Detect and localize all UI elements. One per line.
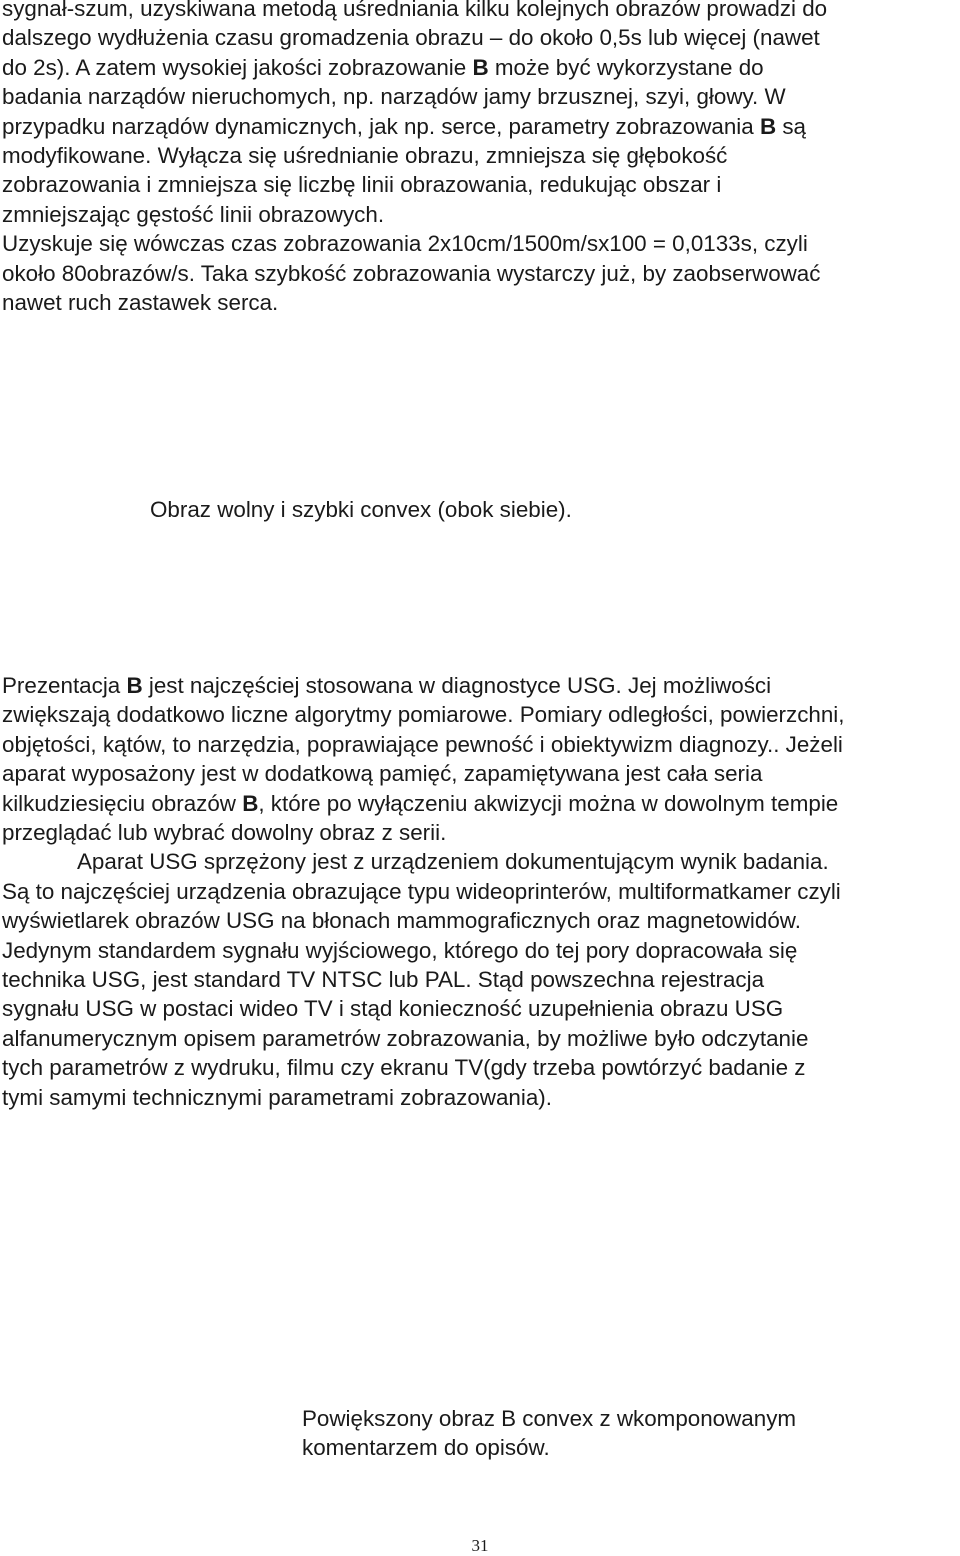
text-line: przeglądać lub wybrać dowolny obraz z serii. (2, 820, 447, 846)
bold-mode-letter: B (126, 673, 143, 698)
text-line: alfanumerycznym opisem parametrów zobrazowania, by możliwe było odczytanie (2, 1025, 809, 1051)
text-line: objętości, kątów, to narzędzia, poprawiające pewność i obiektywizm diagnozy.. Jeżeli (2, 731, 843, 757)
text-line-indented: Aparat USG sprzężony jest z urządzeniem dokumentującym wynik badania. (77, 849, 829, 875)
text-line: nawet ruch zastawek serca. (2, 290, 279, 316)
text-line: komentarzem do opisów. (302, 1435, 550, 1461)
text-span: , które po wyłączeniu akwizycji można w dowolnym tempie (258, 790, 839, 816)
text-span: jest najczęściej stosowana w diagnostyce USG. Jej możliwości (142, 673, 772, 698)
text-line: sygnał-szum, uzyskiwana metodą uśredniania kilku kolejnych obrazów prowadzi do (2, 0, 828, 21)
paragraph-imaging-parameters (2, 0, 956, 317)
text-line (2, 112, 956, 141)
text-span: do 2s). A zatem wysokiej jakości zobrazowanie (2, 54, 467, 80)
page-number: 31 (471, 1536, 489, 1555)
text-line (2, 53, 956, 82)
figure-caption-enlarged-convex (302, 1404, 796, 1463)
text-line: zobrazowania i zmniejsza się liczbę linii obrazowania, redukując obszar i (2, 172, 722, 198)
text-line: Powiększony obraz B convex z wkomponowanym (302, 1406, 797, 1431)
text-line: sygnału USG w postaci wideo TV i stąd konieczność uzupełnienia obrazu USG (2, 996, 784, 1022)
text-line: około 80obrazów/s. Taka szybkość zobrazowania wystarczy już, by zaobserwować (2, 260, 821, 286)
text-line: tymi samymi technicznymi parametrami zobrazowania). (2, 1084, 552, 1110)
text-line: zwiększają dodatkowo liczne algorytmy pomiarowe. Pomiary odległości, powierzchni, (2, 702, 845, 728)
paragraph-b-presentation (2, 671, 956, 1112)
text-line: Uzyskuje się wówczas czas zobrazowania 2x10cm/1500m/sx100 = 0,0133s, czyli (2, 231, 808, 257)
text-line: modyfikowane. Wyłącza się uśrednianie obrazu, zmniejsza się głębokość (2, 143, 728, 169)
text-line: tych parametrów z wydruku, filmu czy ekranu TV(gdy trzeba powtórzyć badanie z (2, 1055, 806, 1081)
text-line (2, 671, 956, 700)
text-span: może być wykorzystane do (488, 54, 764, 80)
figure-caption-slow-fast-convex: Obraz wolny i szybki convex (obok siebie). (150, 497, 572, 522)
text-span: kilkudziesięciu obrazów (2, 790, 243, 816)
text-line: technika USG, jest standard TV NTSC lub PAL. Stąd powszechna rejestracja (2, 967, 765, 993)
text-line (2, 789, 956, 818)
text-line: Jedynym standardem sygnału wyjściowego, którego do tej pory dopracowała się (2, 937, 798, 963)
bold-mode-letter: B (242, 790, 259, 816)
text-line: zmniejszając gęstość linii obrazowych. (2, 201, 385, 227)
text-line: Są to najczęściej urządzenia obrazujące typu wideoprinterów, multiformatkamer czyli (2, 878, 841, 904)
text-line: badania narządów nieruchomych, np. narządów jamy brzusznej, szyi, głowy. W (2, 84, 786, 110)
text-line: aparat wyposażony jest w dodatkową pamięć, zapamiętywana jest cała seria (2, 761, 763, 787)
text-span: przypadku narządów dynamicznych, jak np. serce, parametry zobrazowania (2, 113, 754, 139)
bold-mode-letter: B (472, 54, 489, 80)
text-span: są (776, 113, 806, 139)
text-span: Prezentacja (2, 673, 127, 698)
bold-mode-letter: B (759, 113, 777, 139)
text-line: dalszego wydłużenia czasu gromadzenia obrazu – do około 0,5s lub więcej (nawet (2, 25, 820, 51)
text-line: wyświetlarek obrazów USG na błonach mammograficznych oraz magnetowidów. (2, 908, 801, 934)
